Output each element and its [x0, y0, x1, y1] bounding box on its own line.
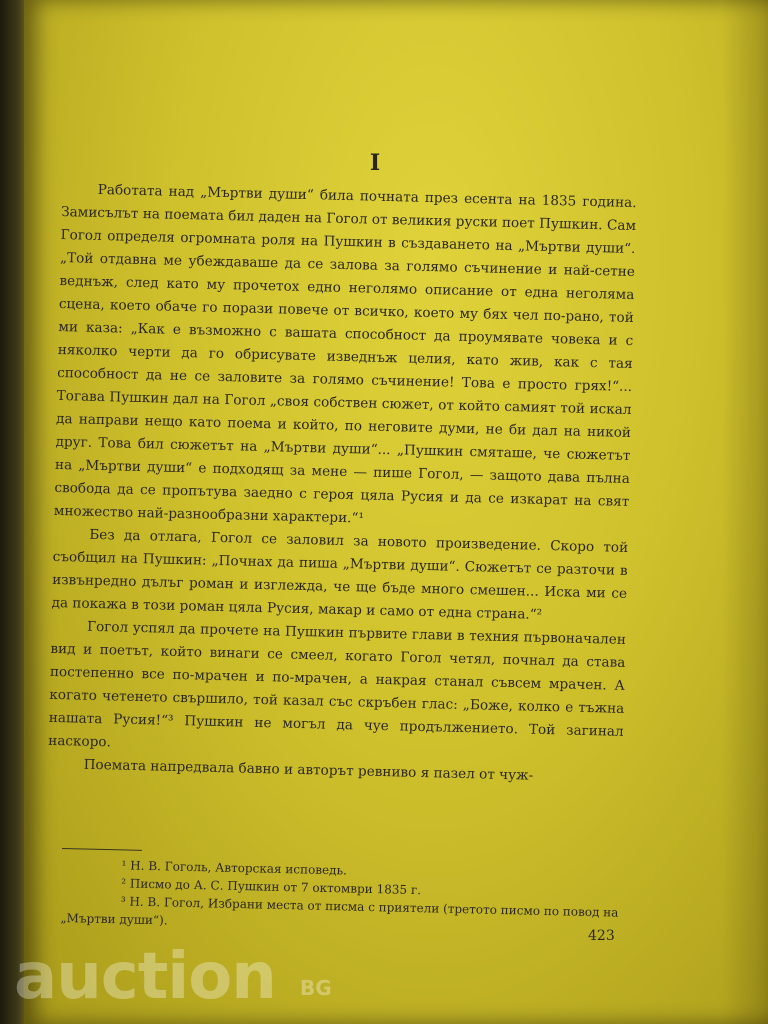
paragraph-2: Без да отлага, Гогол се заловил за новото произведение. Скоро той съобщил на Пушкин: „Почнах да пиша „Мъртви души“. Сюжетът се разточи в извънредно дълъг роман и изглежда, че ще бъде много смешен... Иска ми се да покажа в този роман цяла Русия, макар и само от една страна.“²: [51, 526, 629, 623]
footnote-2: ² Писмо до А. С. Пушкин от 7 октомври 1835 г.: [121, 876, 422, 898]
page-number: 423: [588, 928, 615, 944]
paragraph-1: Работата над „Мъртви души“ била почната през есента на 1835 година. Замисълът на поемата бил даден на Гогол от великия руски поет Пушкин. Сам Гогол определя огромната роля на Пушкин в създаването на „Мъртви души“. „Той отдавна ме убеждаваше да се залова за голямо съчинение и най-сетне веднъж, след като му прочетох едно неголямо описание от една неголяма сцена, което обаче го порази повече от всичко, което му бях чел по-рано, той ми каза: „Как е възможно с вашата способност да проумявате човека и с няколко черти да го обрисувате изведнъж целия, като жив, как с тая способност да не се заловите за голямо съчинение! Това е просто грях!“... Тогава Пушкин дал на Гогол „своя собствен сюжет, от който самият той искал да направи нещо като поема и който, по неговите думи, не би дал на никой друг. Това бил сюжетът на „Мъртви души“... „Пушкин смяташе, че сюжетът на „Мъртви души“ е подходящ за мене — пише Гогол, — защото дава пълна свобода да се пропътува заедно с героя цяла Русия и да се изкарат на свят множество най-разнообразни характери.“¹: [53, 181, 637, 527]
body-text: [47, 178, 636, 790]
watermark-logo: auction: [14, 940, 276, 1014]
footnote-3: ³ Н. В. Гогол, Избрани места от писма с приятели (третото писмо по повод на „Мъртви души“).: [60, 894, 619, 928]
paragraph-4: Поемата напредвала бавно и авторът ревниво я пазел от чуж-: [83, 756, 534, 784]
watermark-logo-suffix: BG: [300, 976, 332, 1000]
footnotes: [60, 848, 632, 940]
paragraph-3: Гогол успял да прочете на Пушкин първите глави в техния първоначален вид и поетът, който винаги се смеел, когато Гогол четял, почнал да става постепенно все по-мрачен и по-мрачен, а накрая станал съвсем мрачен. А когато четенето свършило, той казал със скръбен глас: „Боже, колко е тъжна нашата Русия!“³ Пушкин не могъл да чуе продължението. Той загинал наскоро.: [48, 618, 627, 751]
chapter-number: I: [369, 150, 381, 176]
footnote-1: ¹ Н. В. Гоголь, Авторская исповедь.: [121, 858, 348, 878]
page-edge-shadow: [722, 0, 768, 1024]
